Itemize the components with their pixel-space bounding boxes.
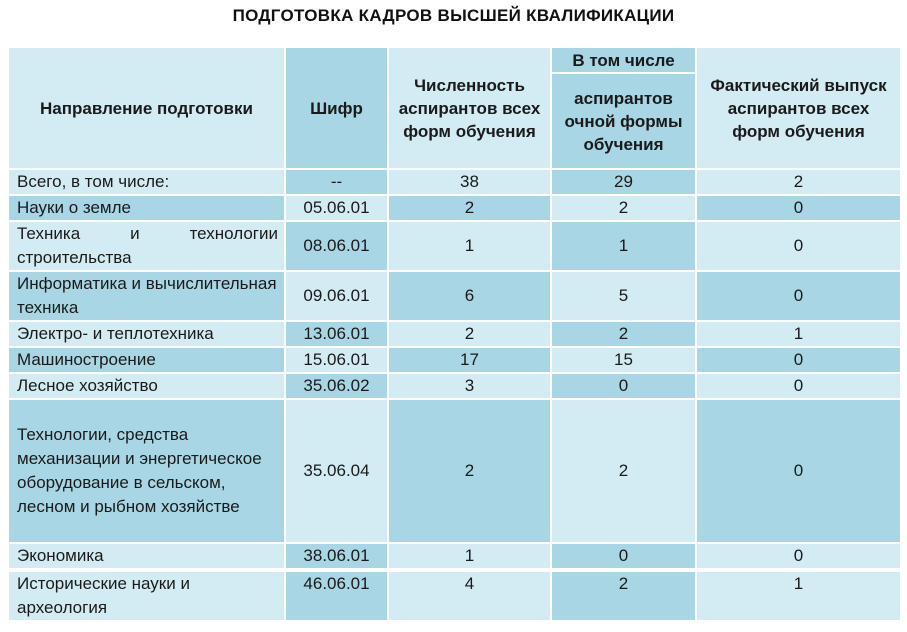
- cell-code: 13.06.01: [285, 321, 388, 347]
- header-count-fulltime: аспирантов очной формы обучения: [551, 73, 696, 169]
- cell-graduated: 1: [696, 321, 901, 347]
- cell-count-fulltime: 29: [551, 169, 696, 195]
- cell-graduated: 0: [696, 347, 901, 373]
- header-direction: Направление подготовки: [8, 48, 285, 169]
- cell-code: 35.06.04: [285, 399, 388, 543]
- cell-code: 15.06.01: [285, 347, 388, 373]
- cell-count-fulltime: 0: [551, 373, 696, 399]
- page-title: ПОДГОТОВКА КАДРОВ ВЫСШЕЙ КВАЛИФИКАЦИИ: [232, 6, 675, 25]
- cell-code: --: [285, 169, 388, 195]
- cell-graduated: 0: [696, 373, 901, 399]
- header-count-all: Численность аспирантов всех форм обучения: [388, 48, 551, 169]
- cell-count-fulltime: 2: [551, 195, 696, 221]
- cell-count-fulltime: 2: [551, 321, 696, 347]
- cell-count-fulltime: 15: [551, 347, 696, 373]
- table-row: [8, 169, 901, 195]
- cell-count-all: 2: [388, 399, 551, 543]
- cell-direction: Технологии, средства механизации и энергетическое оборудование в сельском, лесном и рыбном хозяйстве: [8, 399, 285, 543]
- table-row: [8, 195, 901, 221]
- table-row: [8, 347, 901, 373]
- cell-direction: Лесное хозяйство: [8, 373, 285, 399]
- training-table: [7, 48, 902, 620]
- cell-direction: Техника и технологии строительства: [8, 221, 285, 271]
- cell-count-all: 4: [388, 570, 551, 620]
- cell-direction: Исторические науки и археология: [8, 570, 285, 620]
- cell-count-all: 17: [388, 347, 551, 373]
- table-row: [8, 221, 901, 271]
- cell-direction: Электро- и теплотехника: [8, 321, 285, 347]
- cell-count-all: 3: [388, 373, 551, 399]
- cell-direction: Машиностроение: [8, 347, 285, 373]
- cell-graduated: 0: [696, 399, 901, 543]
- cell-count-fulltime: 5: [551, 271, 696, 321]
- cell-count-fulltime: 0: [551, 543, 696, 570]
- cell-count-all: 38: [388, 169, 551, 195]
- cell-count-all: 6: [388, 271, 551, 321]
- cell-direction: Науки о земле: [8, 195, 285, 221]
- cell-graduated: 0: [696, 543, 901, 570]
- cell-code: 46.06.01: [285, 570, 388, 620]
- table-body: [8, 169, 901, 620]
- cell-count-fulltime: 1: [551, 221, 696, 271]
- header-graduated: Фактический выпуск аспирантов всех форм обучения: [696, 48, 901, 169]
- table-row: [8, 271, 901, 321]
- table-row: [8, 543, 901, 570]
- cell-count-fulltime: 2: [551, 570, 696, 620]
- table-row: [8, 321, 901, 347]
- cell-code: 35.06.02: [285, 373, 388, 399]
- cell-direction: Всего, в том числе:: [8, 169, 285, 195]
- cell-code: 08.06.01: [285, 221, 388, 271]
- cell-direction: Экономика: [8, 543, 285, 570]
- cell-direction: Информатика и вычислительная техника: [8, 271, 285, 321]
- table-row: [8, 570, 901, 620]
- cell-graduated: 2: [696, 169, 901, 195]
- cell-code: 05.06.01: [285, 195, 388, 221]
- header-code: Шифр: [285, 48, 388, 169]
- cell-count-all: 2: [388, 321, 551, 347]
- cell-count-all: 1: [388, 221, 551, 271]
- header-including: В том числе: [551, 48, 696, 73]
- cell-graduated: 0: [696, 271, 901, 321]
- cell-graduated: 1: [696, 570, 901, 620]
- cell-count-all: 1: [388, 543, 551, 570]
- cell-count-fulltime: 2: [551, 399, 696, 543]
- table-header: [8, 48, 901, 169]
- cell-code: 38.06.01: [285, 543, 388, 570]
- cell-graduated: 0: [696, 221, 901, 271]
- table-row: [8, 373, 901, 399]
- cell-graduated: 0: [696, 195, 901, 221]
- cell-code: 09.06.01: [285, 271, 388, 321]
- cell-count-all: 2: [388, 195, 551, 221]
- table-row: [8, 399, 901, 543]
